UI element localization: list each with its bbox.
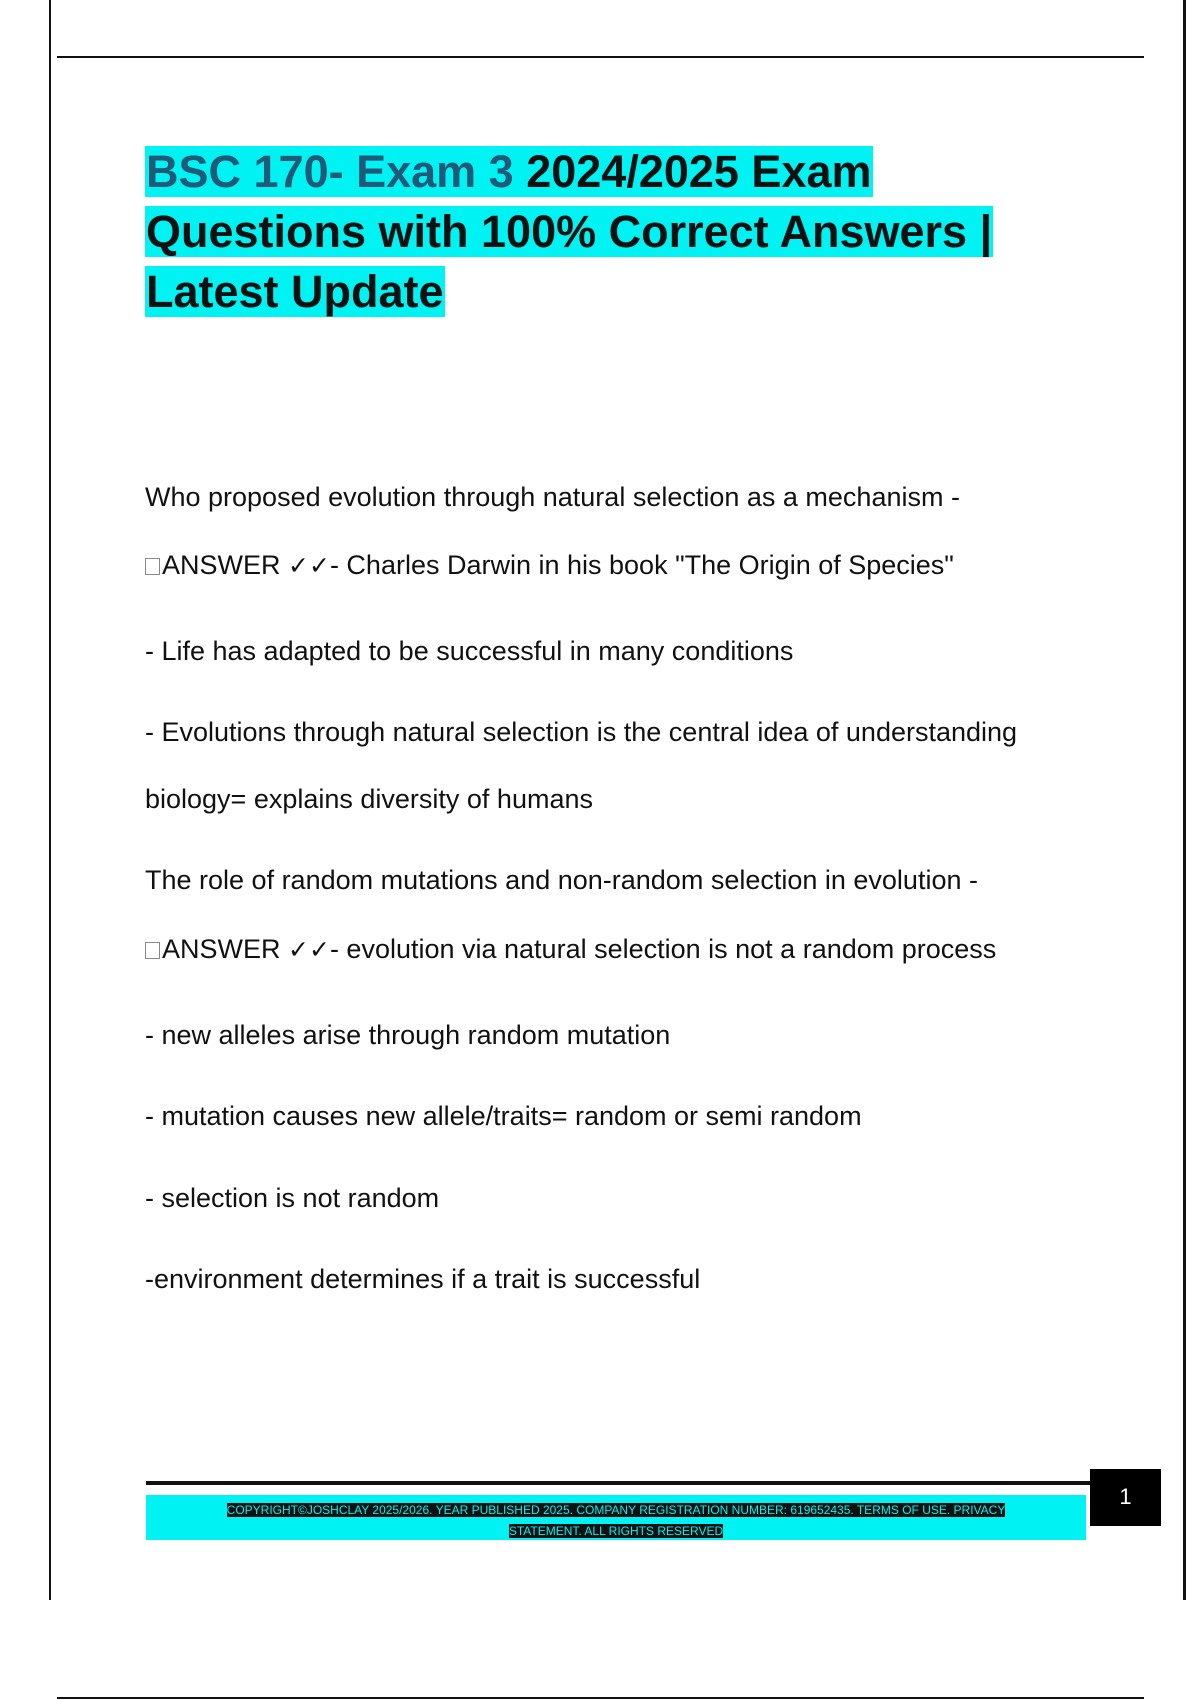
answer-1-point-1: - Life has adapted to be successful in many conditions bbox=[145, 636, 794, 666]
footer-copyright-line-2: STATEMENT. ALL RIGHTS RESERVED bbox=[508, 1524, 724, 1538]
right-border-line bbox=[1183, 0, 1186, 1600]
answer-1 bbox=[145, 548, 954, 583]
answer-text: - Charles Darwin in his book "The Origin of Species" bbox=[329, 550, 954, 580]
answer-2 bbox=[145, 932, 996, 967]
double-check-icon: ✓✓ bbox=[288, 551, 330, 580]
footer-copyright bbox=[176, 1500, 1056, 1542]
page-number: 1 bbox=[1090, 1469, 1161, 1526]
title-line-2: Questions with 100% Correct Answers | bbox=[146, 206, 993, 257]
answer-2-point-2: - mutation causes new allele/traits= random or semi random bbox=[145, 1101, 862, 1131]
question-2: The role of random mutations and non-random selection in evolution - bbox=[145, 865, 978, 895]
top-rule bbox=[57, 56, 1144, 58]
answer-label: ANSWER bbox=[162, 550, 281, 580]
title-course-code: BSC 170- Exam 3 bbox=[146, 146, 514, 197]
left-border-line bbox=[49, 0, 51, 1600]
title-line-1 bbox=[145, 146, 873, 197]
footer-copyright-line-1: COPYRIGHT©JOSHCLAY 2025/2026. YEAR PUBLISHED 2025. COMPANY REGISTRATION NUMBER: 619652435. TERMS OF USE. PRIVACY bbox=[226, 1503, 1006, 1517]
answer-1-point-2-line-2: biology= explains diversity of humans bbox=[145, 784, 593, 814]
question-1: Who proposed evolution through natural selection as a mechanism - bbox=[145, 482, 960, 512]
title-year-exam: 2024/2025 Exam bbox=[513, 146, 872, 197]
answer-2-point-4: -environment determines if a trait is successful bbox=[145, 1264, 701, 1294]
document-title bbox=[145, 142, 1085, 322]
answer-2-point-1: - new alleles arise through random mutation bbox=[145, 1020, 671, 1050]
answer-checkbox-icon bbox=[145, 942, 160, 959]
double-check-icon: ✓✓ bbox=[288, 935, 330, 964]
bottom-rule bbox=[57, 1697, 1144, 1699]
footer-rule bbox=[146, 1481, 1090, 1485]
answer-2-point-3: - selection is not random bbox=[145, 1183, 440, 1213]
answer-1-point-2-line-1: - Evolutions through natural selection is the central idea of understanding bbox=[145, 717, 1018, 747]
title-line-3: Latest Update bbox=[146, 266, 444, 317]
answer-label: ANSWER bbox=[162, 934, 281, 964]
answer-checkbox-icon bbox=[145, 558, 160, 575]
answer-text: - evolution via natural selection is not a random process bbox=[329, 934, 997, 964]
